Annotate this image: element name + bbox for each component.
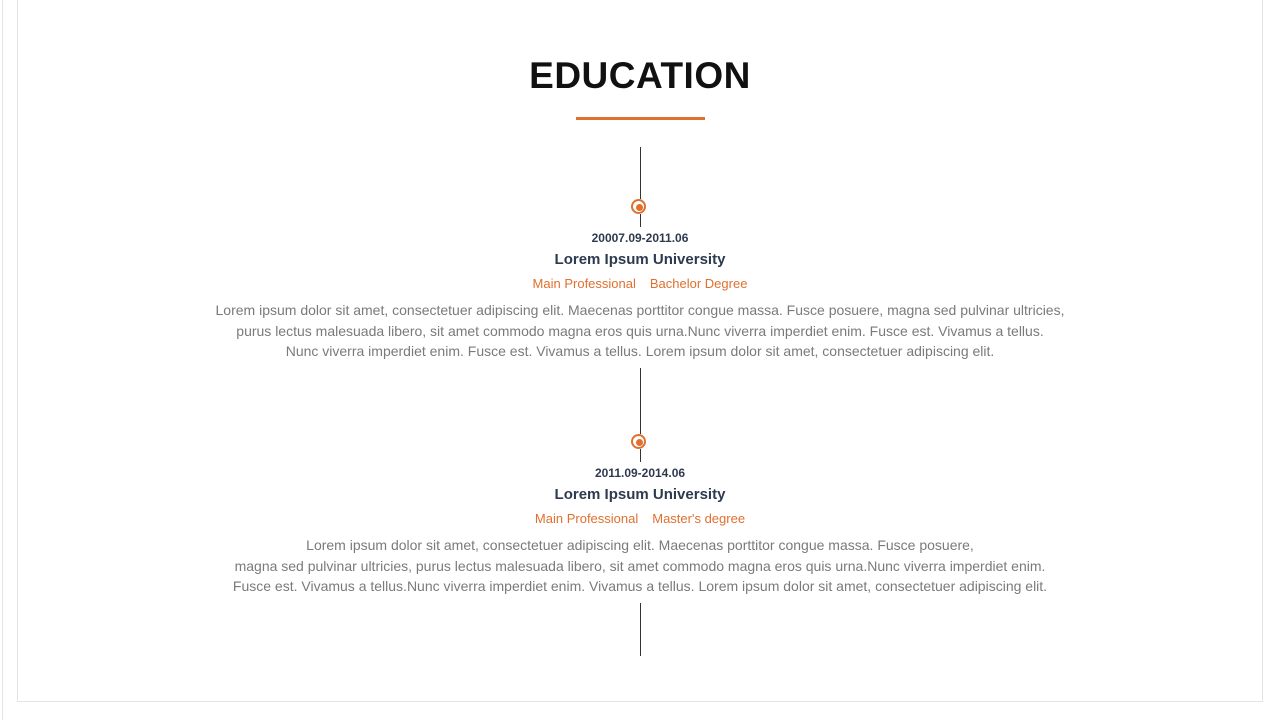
entry-degree: Master's degree bbox=[652, 511, 746, 526]
entry-school: Lorem Ipsum University bbox=[554, 486, 726, 503]
description-line: Fusce est. Vivamus a tellus.Nunc viverra imperdiet enim. Vivamus a tellus. Lorem ipsum dolor sit amet, consectetuer adipiscing elit. bbox=[232, 578, 1048, 594]
timeline-line bbox=[640, 603, 641, 656]
timeline-line bbox=[640, 368, 641, 434]
entry-description bbox=[0, 535, 1280, 597]
entry-tags bbox=[0, 276, 1280, 292]
timeline-line bbox=[640, 147, 641, 199]
entry-date: 2011.09-2014.06 bbox=[594, 466, 686, 480]
timeline-line bbox=[640, 214, 641, 227]
entry-description bbox=[0, 300, 1280, 362]
entry-tags bbox=[0, 511, 1280, 527]
entry-major: Main Professional bbox=[532, 276, 636, 291]
description-line: Nunc viverra imperdiet enim. Fusce est. Vivamus a tellus. Lorem ipsum dolor sit amet, consectetuer adipiscing elit. bbox=[285, 343, 995, 359]
section-title: EDUCATION bbox=[529, 55, 751, 96]
title-underline bbox=[576, 117, 705, 120]
entry-major: Main Professional bbox=[534, 511, 639, 526]
entry-date: 20007.09-2011.06 bbox=[591, 231, 689, 245]
timeline-node-icon bbox=[631, 199, 646, 214]
education-entry bbox=[0, 231, 1280, 362]
description-line: purus lectus malesuada libero, sit amet commodo magna eros quis urna.Nunc viverra imperdiet enim. Fusce est. Vivamus a tellus. bbox=[236, 322, 1044, 339]
timeline-node-icon bbox=[631, 434, 646, 449]
description-line: Lorem ipsum dolor sit amet, consectetuer adipiscing elit. Maecenas porttitor congue massa. Fusce posuere, magna sed pulvinar ultricies, bbox=[215, 302, 1065, 318]
timeline-line bbox=[640, 449, 641, 462]
education-entry bbox=[0, 466, 1280, 597]
description-line: magna sed pulvinar ultricies, purus lectus malesuada libero, sit amet commodo magna eros quis urna.Nunc viverra imperdiet enim. bbox=[234, 557, 1046, 574]
entry-degree: Bachelor Degree bbox=[649, 276, 748, 291]
entry-school: Lorem Ipsum University bbox=[554, 251, 726, 268]
description-line: Lorem ipsum dolor sit amet, consectetuer adipiscing elit. Maecenas porttitor congue massa. Fusce posuere, bbox=[306, 537, 974, 553]
